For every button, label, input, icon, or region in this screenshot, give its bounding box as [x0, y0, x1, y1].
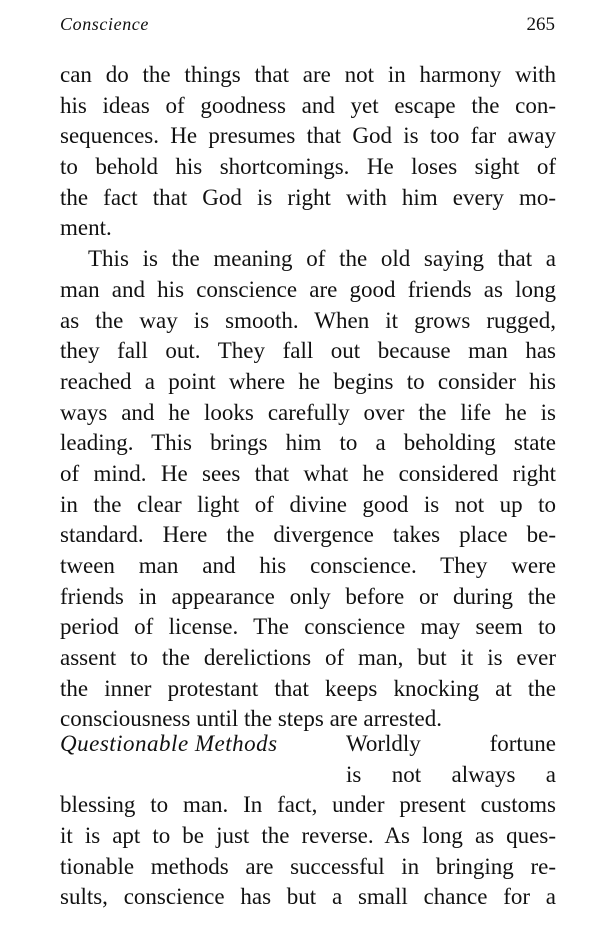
paragraph-2 [60, 244, 556, 735]
text-line: period of license. The conscience may seem to [60, 614, 556, 640]
text-line: standard. Here the divergence takes place be- [60, 522, 556, 548]
text-line: his ideas of goodness and yet escape the con- [60, 92, 556, 118]
text-line: can do the things that are not in harmony with [60, 62, 556, 87]
text-line: sequences. He presumes that God is too far away [60, 123, 556, 149]
text-line: it is apt to be just the reverse. As long as ques- [60, 823, 556, 849]
text-line: leading. This brings him to a beholding state [60, 430, 556, 456]
subhead-row [60, 760, 556, 791]
body-text [60, 60, 556, 735]
text-line: blessing to man. In fact, under present customs [60, 792, 556, 818]
running-head [60, 14, 555, 42]
text-line: to behold his shortcomings. He loses sight of [60, 154, 556, 180]
text-line: the inner protestant that keeps knocking at the [60, 675, 556, 701]
page-number: 265 [526, 14, 555, 35]
text-line: of mind. He sees that what he considered right [60, 460, 556, 486]
subhead-row [60, 729, 556, 760]
text-line: friends in appearance only before or during the [60, 583, 556, 609]
text-line: consciousness until the steps are arrested. [60, 706, 442, 732]
section-questionable-methods [60, 729, 556, 913]
paragraph-1 [60, 60, 556, 244]
text-line: in the clear light of divine good is not up to [60, 491, 556, 517]
running-title: Conscience [60, 14, 149, 34]
text-line: reached a point where he begins to consider his [60, 368, 556, 394]
text-line: the fact that God is right with him every mo- [60, 184, 556, 210]
text-line: tionable methods are successful in bringing re- [60, 853, 556, 879]
text-line: as the way is smooth. When it grows rugged, [60, 307, 556, 333]
text-line: ways and he looks carefully over the life he is [60, 399, 556, 425]
section-title: Questionable Methods [60, 731, 278, 756]
text-line: they fall out. They fall out because man has [60, 338, 556, 364]
text-line: ment. [60, 215, 112, 241]
text-line: tween man and his conscience. They were [60, 553, 556, 578]
text-line: Worldly fortune [346, 731, 556, 756]
text-line: This is the meaning of the old saying that a [88, 246, 556, 272]
text-line: assent to the derelictions of man, but it is ever [60, 645, 556, 671]
text-line: sults, conscience has but a small chance for a [60, 884, 556, 910]
text-line: is not always a [346, 761, 556, 787]
text-line: man and his conscience are good friends as long [60, 276, 556, 302]
